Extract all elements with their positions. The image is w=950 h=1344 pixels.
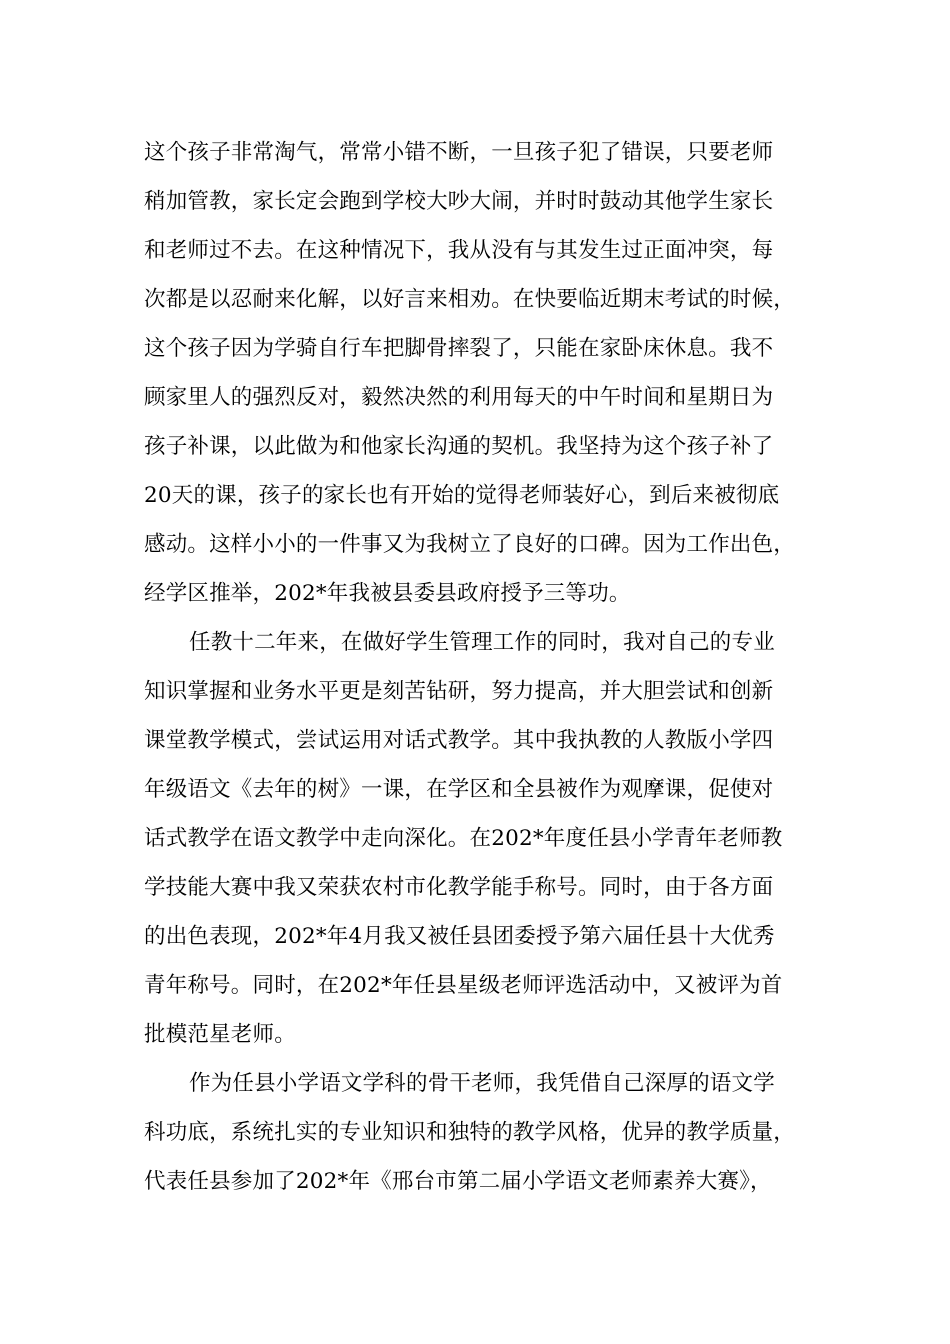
paragraph-start-line: 任教十二年来，在做好学生管理工作的同时，我对自己的专业: [189, 630, 775, 655]
text-line: 话式教学在语文教学中走向深化。在202*年度任县小学青年老师教: [144, 826, 783, 851]
text-line: 孩子补课，以此做为和他家长沟通的契机。我坚持为这个孩子补了: [144, 434, 774, 459]
text-line: 这个孩子非常淘气，常常小错不断，一旦孩子犯了错误，只要老师: [144, 140, 774, 165]
text-line: 经学区推举，202*年我被县委县政府授予三等功。: [144, 581, 631, 606]
text-line: 学技能大赛中我又荣获农村市化教学能手称号。同时，由于各方面: [144, 875, 774, 900]
text-line: 稍加管教，家长定会跑到学校大吵大闹，并时时鼓动其他学生家长: [144, 189, 774, 214]
text-line: 年级语文《去年的树》一课，在学区和全县被作为观摩课，促使对: [144, 777, 774, 802]
text-line: 的出色表现，202*年4月我又被任县团委授予第六届任县十大优秀: [144, 924, 775, 949]
text-line: 感动。这样小小的一件事又为我树立了良好的口碑。因为工作出色，: [144, 532, 796, 557]
body-text: [144, 128, 824, 1206]
text-line: 代表任县参加了202*年《邢台市第二届小学语文老师素养大赛》，: [144, 1169, 772, 1194]
text-line: 科功底，系统扎实的专业知识和独特的教学风格，优异的教学质量，: [144, 1120, 796, 1145]
text-line: 知识掌握和业务水平更是刻苦钻研，努力提高，并大胆尝试和创新: [144, 679, 774, 704]
text-line: 20天的课，孩子的家长也有开始的觉得老师装好心，到后来被彻底: [144, 483, 780, 508]
text-line: 顾家里人的强烈反对，毅然决然的利用每天的中午时间和星期日为: [144, 385, 774, 410]
text-line: 和老师过不去。在这种情况下，我从没有与其发生过正面冲突，每: [144, 238, 774, 263]
text-line: 批模范星老师。: [144, 1022, 296, 1047]
text-line: 次都是以忍耐来化解，以好言来相劝。在快要临近期末考试的时候，: [144, 287, 796, 312]
text-line: 这个孩子因为学骑自行车把脚骨摔裂了，只能在家卧床休息。我不: [144, 336, 774, 361]
text-line: 课堂教学模式，尝试运用对话式教学。其中我执教的人教版小学四: [144, 728, 774, 753]
text-line: 青年称号。同时，在202*年任县星级老师评选活动中，又被评为首: [144, 973, 783, 998]
paragraph-start-line: 作为任县小学语文学科的骨干老师，我凭借自己深厚的语文学: [189, 1071, 775, 1096]
